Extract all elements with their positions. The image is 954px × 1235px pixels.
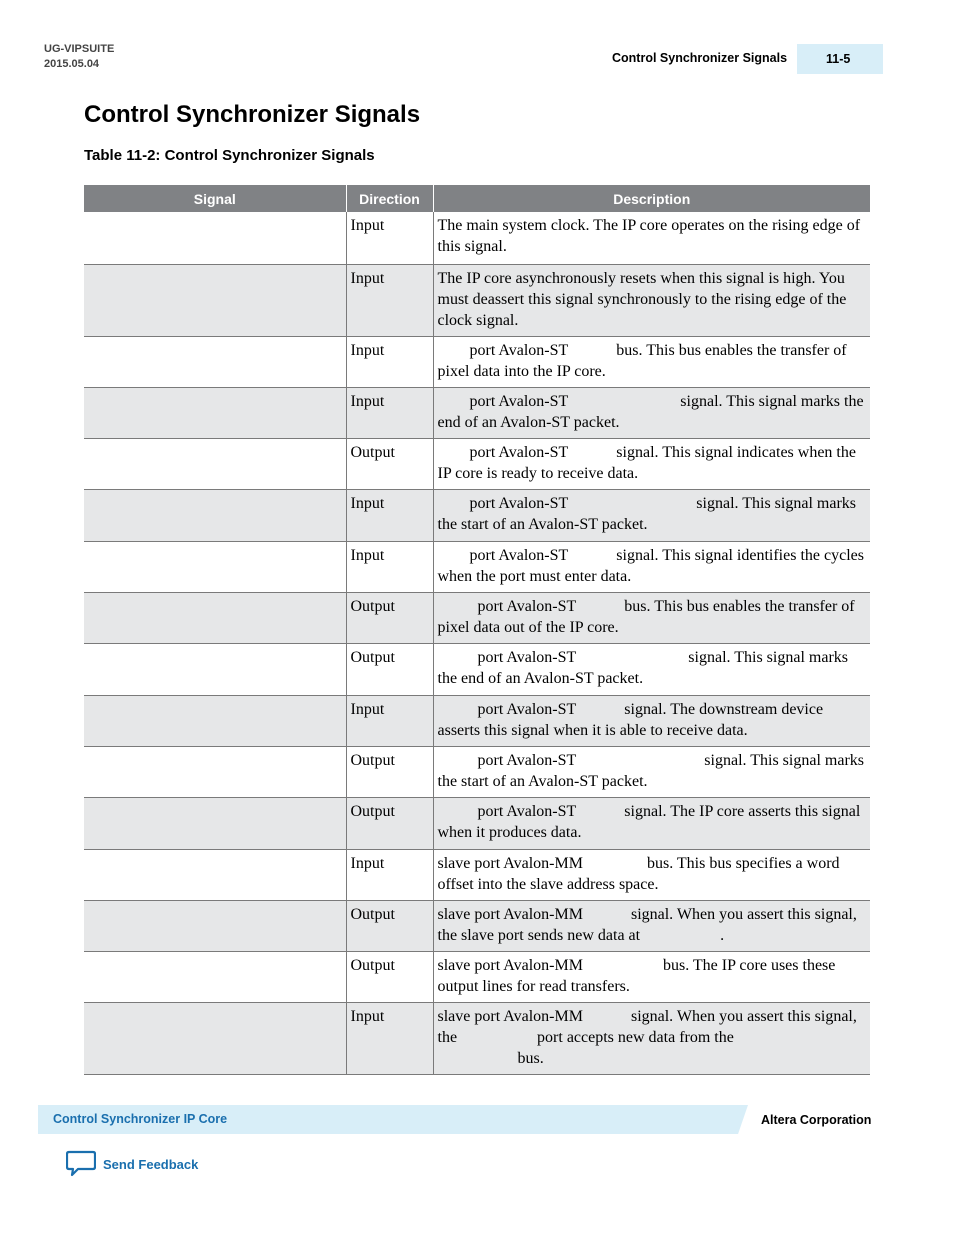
direction-cell: Input [346,695,433,746]
signal-cell [84,438,346,489]
table-row [84,212,870,264]
column-header-description: Description [433,185,870,212]
description-cell: slave port Avalon-MM signal. When you assert this signal, the slave port sends new data at . [433,900,870,951]
description-cell: port Avalon-ST signal. This signal marks the start of an Avalon-ST packet. [433,489,870,541]
document-id [44,42,114,72]
table-row [84,264,870,336]
direction-cell: Output [346,951,433,1002]
signal-cell [84,797,346,849]
table-row [84,1002,870,1074]
table-row [84,387,870,438]
signal-cell [84,541,346,592]
description-cell: port Avalon-ST signal. The downstream device asserts this signal when it is able to receive data. [433,695,870,746]
direction-cell: Output [346,797,433,849]
footer-chapter-link[interactable]: Control Synchronizer IP Core [53,1112,228,1126]
signals-table [84,185,870,1075]
signal-cell [84,746,346,797]
description-cell: slave port Avalon-MM signal. When you assert this signal, the port accepts new data from the bus. [433,1002,870,1074]
document-date: 2015.05.04 [44,58,100,70]
direction-cell: Input [346,489,433,541]
send-feedback-label: Send Feedback [103,1156,199,1172]
description-cell: port Avalon-ST signal. This signal indicates when the IP core is ready to receive data. [433,438,870,489]
direction-cell: Output [346,746,433,797]
footer-company: Altera Corporation [761,1113,872,1127]
description-cell: port Avalon-ST signal. The IP core asserts this signal when it produces data. [433,797,870,849]
description-cell: The main system clock. The IP core operates on the rising edge of this signal. [433,212,870,264]
table-row [84,489,870,541]
signal-cell [84,387,346,438]
table-row [84,797,870,849]
description-cell: The IP core asynchronously resets when this signal is high. You must deassert this signal synchronously to the rising edge of the clock signal. [433,264,870,336]
description-cell: port Avalon-ST signal. This signal identifies the cycles when the port must enter data. [433,541,870,592]
table-row [84,592,870,643]
table-row [84,438,870,489]
direction-cell: Input [346,264,433,336]
table-body [84,212,870,1074]
direction-cell: Input [346,336,433,387]
document-code: UG-VIPSUITE [44,43,115,55]
signal-cell [84,264,346,336]
direction-cell: Output [346,438,433,489]
signal-cell [84,951,346,1002]
direction-cell: Input [346,849,433,900]
direction-cell: Output [346,643,433,695]
table-row [84,951,870,1002]
direction-cell: Input [346,1002,433,1074]
signal-cell [84,1002,346,1074]
signal-cell [84,643,346,695]
page-title: Control Synchronizer Signals [84,101,421,128]
table-header-row [84,185,870,212]
direction-cell: Input [346,212,433,264]
speech-bubble-icon [66,1150,96,1178]
direction-cell: Input [346,387,433,438]
table-row [84,336,870,387]
description-cell: port Avalon-ST signal. This signal marks the end of an Avalon-ST packet. [433,387,870,438]
table-caption: Table 11-2: Control Synchronizer Signals [84,147,375,164]
description-cell: slave port Avalon-MM bus. The IP core uses these output lines for read transfers. [433,951,870,1002]
table-row [84,746,870,797]
signal-cell [84,695,346,746]
column-header-signal: Signal [84,185,346,212]
description-cell: port Avalon-ST bus. This bus enables the transfer of pixel data into the IP core. [433,336,870,387]
description-cell: slave port Avalon-MM bus. This bus specifies a word offset into the slave address space. [433,849,870,900]
description-cell: port Avalon-ST bus. This bus enables the transfer of pixel data out of the IP core. [433,592,870,643]
description-cell: port Avalon-ST signal. This signal marks the end of an Avalon-ST packet. [433,643,870,695]
signal-cell [84,489,346,541]
signal-cell [84,849,346,900]
direction-cell: Output [346,592,433,643]
signal-cell [84,900,346,951]
direction-cell: Output [346,900,433,951]
table-row [84,695,870,746]
table-row [84,643,870,695]
description-cell: port Avalon-ST signal. This signal marks the start of an Avalon-ST packet. [433,746,870,797]
signal-cell [84,336,346,387]
table-row [84,849,870,900]
column-header-direction: Direction [346,185,433,212]
table-row [84,900,870,951]
signal-cell [84,212,346,264]
signal-cell [84,592,346,643]
table-row [84,541,870,592]
send-feedback-link[interactable] [66,1150,198,1178]
header-page-number: 11-5 [797,44,883,74]
header-section-title: Control Synchronizer Signals [612,51,788,65]
direction-cell: Input [346,541,433,592]
